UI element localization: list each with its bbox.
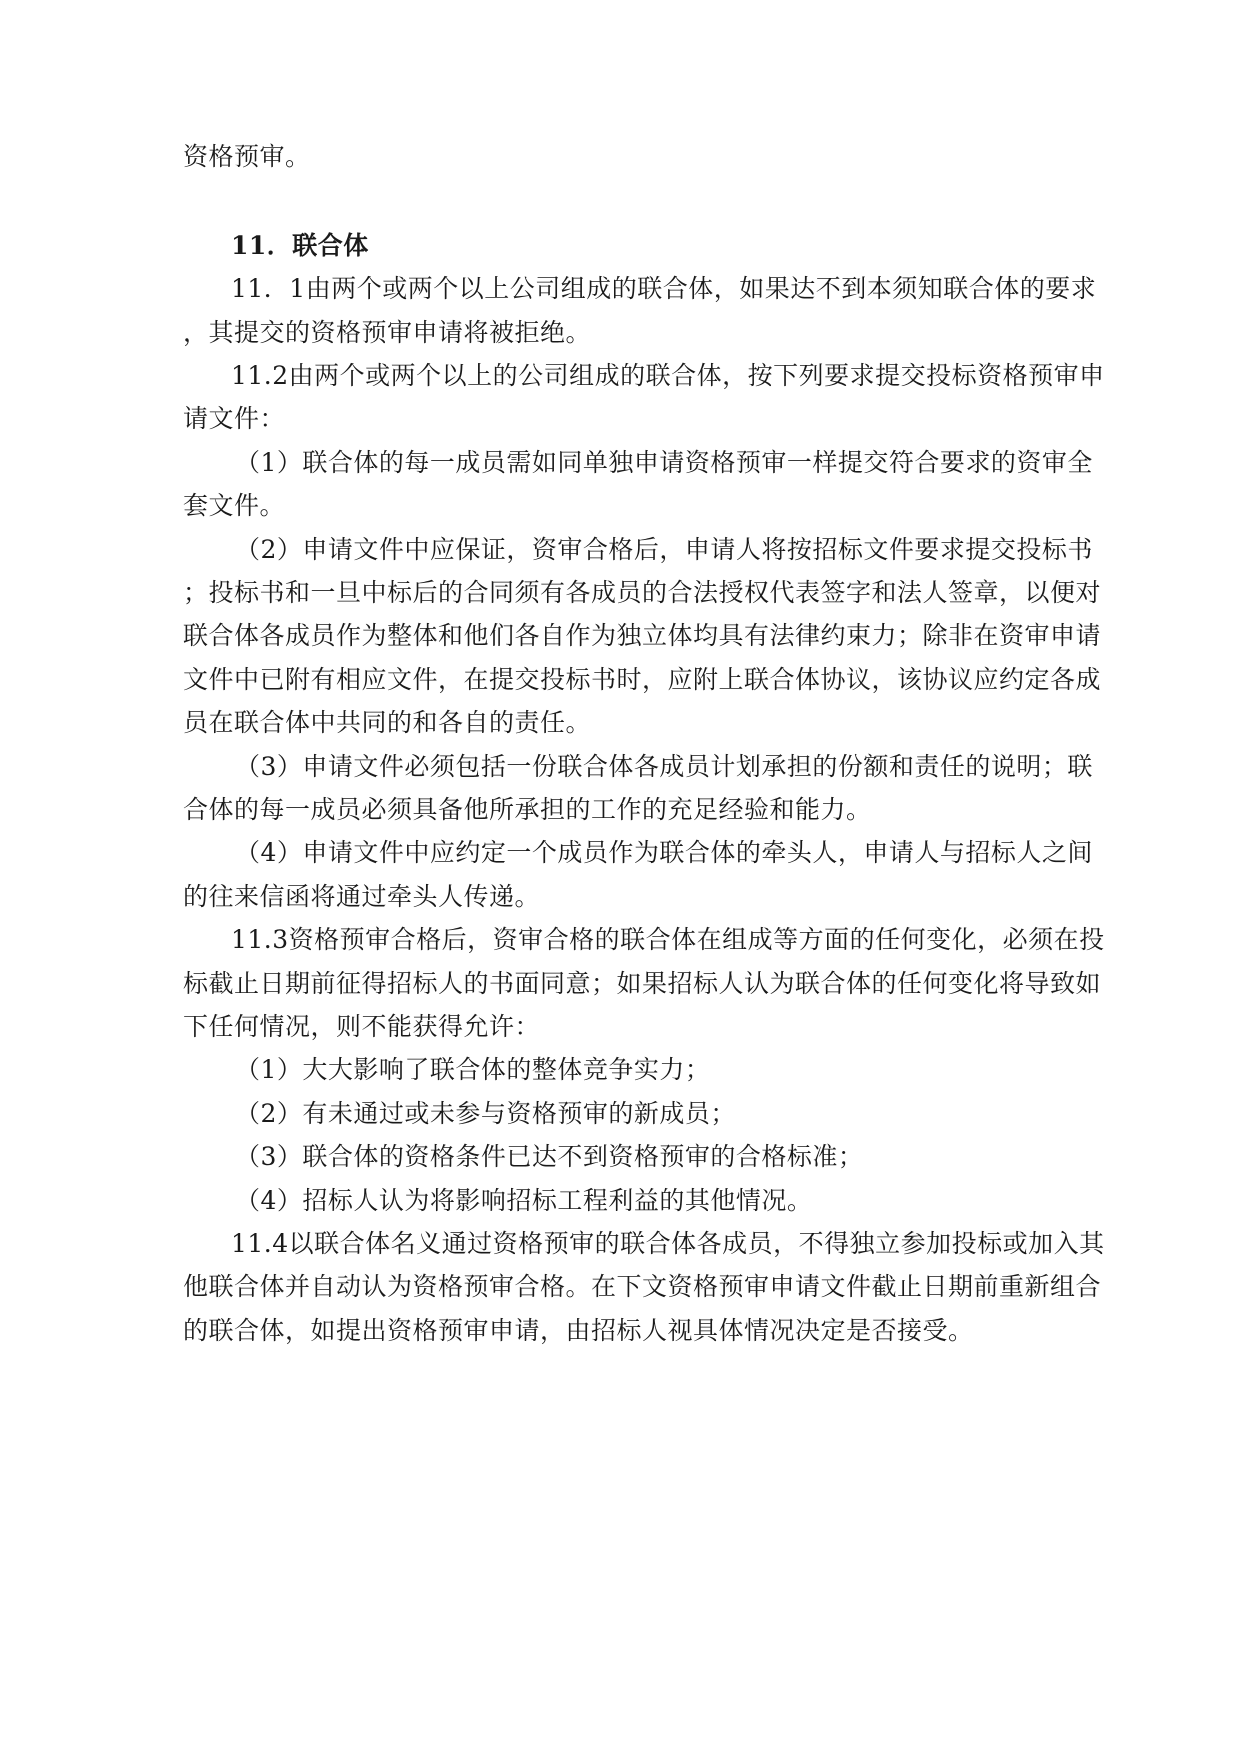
text-line: 的往来信函将通过牵头人传递。 — [183, 882, 541, 911]
text-line: 请文件： — [183, 404, 286, 433]
text-line: 联合体各成员作为整体和他们各自作为独立体均具有法律约束力；除非在资审申请 — [183, 621, 1102, 650]
text-line: 11.4以联合体名义通过资格预审的联合体各成员，不得独立参加投标或加入其 — [231, 1229, 1105, 1258]
text-line: ；投标书和一旦中标后的合同须有各成员的合法授权代表签字和法人签章，以便对 — [183, 578, 1102, 607]
list-item: （3）联合体的资格条件已达不到资格预审的合格标准； — [235, 1142, 864, 1171]
text-line: 他联合体并自动认为资格预审合格。在下文资格预审申请文件截止日期前重新组合 — [183, 1272, 1102, 1301]
text-line: ，其提交的资格预审申请将被拒绝。 — [183, 318, 592, 347]
list-item: （1）大大影响了联合体的整体竞争实力； — [235, 1055, 711, 1084]
text-line: （4）申请文件中应约定一个成员作为联合体的牵头人，申请人与招标人之间 — [235, 838, 1093, 867]
text-line: 文件中已附有相应文件，在提交投标书时，应附上联合体协议，该协议应约定各成 — [183, 665, 1102, 694]
text-line: 合体的每一成员必须具备他所承担的工作的充足经验和能力。 — [183, 795, 872, 824]
text-line: 套文件。 — [183, 491, 286, 520]
list-item: （4）招标人认为将影响招标工程利益的其他情况。 — [235, 1186, 813, 1215]
text-line: 11.2由两个或两个以上的公司组成的联合体，按下列要求提交投标资格预审申 — [231, 361, 1105, 390]
text-line: （2）申请文件中应保证，资审合格后，申请人将按招标文件要求提交投标书 — [235, 535, 1093, 564]
text-line: 11．1由两个或两个以上公司组成的联合体，如果达不到本须知联合体的要求 — [231, 274, 1097, 303]
text-line: 资格预审。 — [183, 142, 311, 171]
text-line: 11.3资格预审合格后，资审合格的联合体在组成等方面的任何变化，必须在投 — [231, 925, 1105, 954]
text-line: （3）申请文件必须包括一份联合体各成员计划承担的份额和责任的说明；联 — [235, 752, 1093, 781]
text-line: 标截止日期前征得招标人的书面同意；如果招标人认为联合体的任何变化将导致如 — [183, 969, 1102, 998]
text-line: 的联合体，如提出资格预审申请，由招标人视具体情况决定是否接受。 — [183, 1316, 974, 1345]
text-line: 下任何情况，则不能获得允许： — [183, 1012, 541, 1041]
text-line: （1）联合体的每一成员需如同单独申请资格预审一样提交符合要求的资审全 — [235, 448, 1093, 477]
text-line: 员在联合体中共同的和各自的责任。 — [183, 708, 592, 737]
list-item: （2）有未通过或未参与资格预审的新成员； — [235, 1099, 736, 1128]
section-heading: 11．联合体 — [231, 231, 369, 260]
